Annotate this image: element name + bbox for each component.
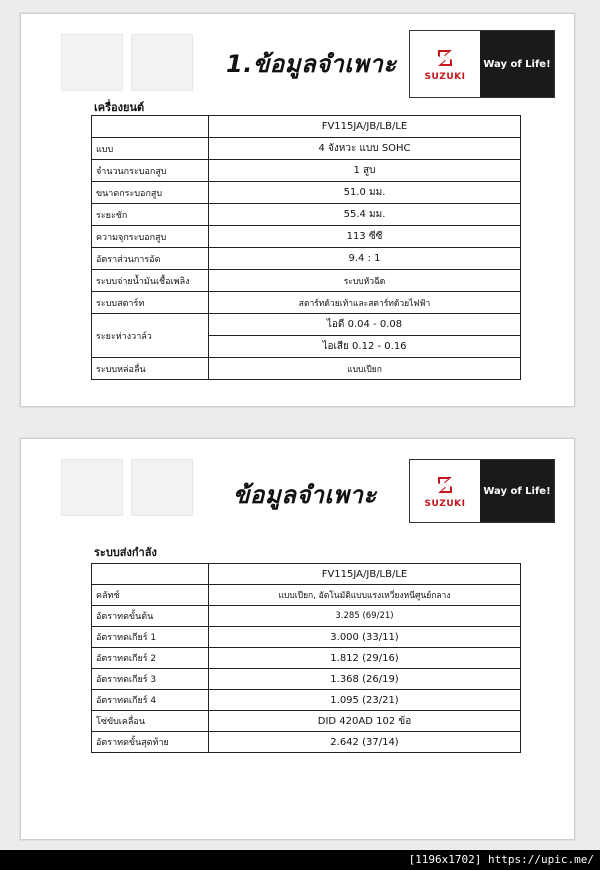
page-title: ข้อมูลจำเพาะ (233, 481, 377, 509)
model-header: FV115JA/JB/LB/LE (209, 116, 521, 138)
table-row: ระบบจ่ายน้ำมันเชื้อเพลิง ระบบหัวฉีด (92, 270, 521, 292)
table-row: ระบบหล่อลื่น แบบเปียก (92, 358, 521, 380)
table-row: อัตราทดขั้นต้น 3.285 (69/21) (92, 606, 521, 627)
spec-page-transmission (20, 438, 575, 840)
brand-name: SUZUKI (424, 499, 466, 509)
table-row: แบบ 4 จังหวะ แบบ SOHC (92, 138, 521, 160)
table-row: อัตราทดเกียร์ 2 1.812 (29/16) (92, 648, 521, 669)
table-row: อัตราทดเกียร์ 1 3.000 (33/11) (92, 627, 521, 648)
image-host-footer (0, 850, 600, 870)
table-row: ระยะชัก 55.4 มม. (92, 204, 521, 226)
faint-logo-ghost (131, 34, 193, 91)
faint-logo-ghost (61, 459, 123, 516)
faint-logo-ghost (61, 34, 123, 91)
suzuki-s-icon (433, 473, 457, 497)
brand-slogan: Way of Life! (480, 460, 554, 522)
table-row: อัตราทดเกียร์ 3 1.368 (26/19) (92, 669, 521, 690)
table-row: โซ่ขับเคลื่อน DID 420AD 102 ข้อ (92, 711, 521, 732)
spec-page-engine (20, 13, 575, 407)
brand-block (409, 30, 555, 98)
faint-logo-ghost (131, 459, 193, 516)
engine-spec-table (91, 115, 521, 380)
footer-text: [1196x1702] https://upic.me/ (408, 853, 594, 866)
table-row: ขนาดกระบอกสูบ 51.0 มม. (92, 182, 521, 204)
table-row: ความจุกระบอกสูบ 113 ซีซี (92, 226, 521, 248)
page-title: 1.ข้อมูลจำเพาะ (226, 50, 397, 78)
table-row: อัตราส่วนการอัด 9.4 : 1 (92, 248, 521, 270)
table-row: ระยะห่างวาล์ว ไอดี 0.04 - 0.08 (92, 314, 521, 336)
valve-intake: ไอดี 0.04 - 0.08 (209, 314, 521, 336)
model-header: FV115JA/JB/LB/LE (209, 564, 521, 585)
table-row: คลัทช์ แบบเปียก, อัตโนมัติแบบแรงเหวี่ยงหนีศูนย์กลาง (92, 585, 521, 606)
section-label: ระบบส่งกำลัง (94, 546, 157, 559)
brand-block (409, 459, 555, 523)
table-row: จำนวนกระบอกสูบ 1 สูบ (92, 160, 521, 182)
suzuki-s-icon (433, 46, 457, 70)
brand-name: SUZUKI (424, 72, 466, 82)
valve-exhaust: ไอเสีย 0.12 - 0.16 (209, 336, 521, 358)
table-header-row (92, 564, 521, 585)
section-label: เครื่องยนต์ (94, 101, 145, 114)
table-row: ระบบสตาร์ท สตาร์ทด้วยเท้าและสตาร์ทด้วยไฟฟ้า (92, 292, 521, 314)
table-row: อัตราทดเกียร์ 4 1.095 (23/21) (92, 690, 521, 711)
transmission-spec-table (91, 563, 521, 753)
table-row: อัตราทดขั้นสุดท้าย 2.642 (37/14) (92, 732, 521, 753)
table-header-row (92, 116, 521, 138)
brand-slogan: Way of Life! (480, 31, 554, 97)
